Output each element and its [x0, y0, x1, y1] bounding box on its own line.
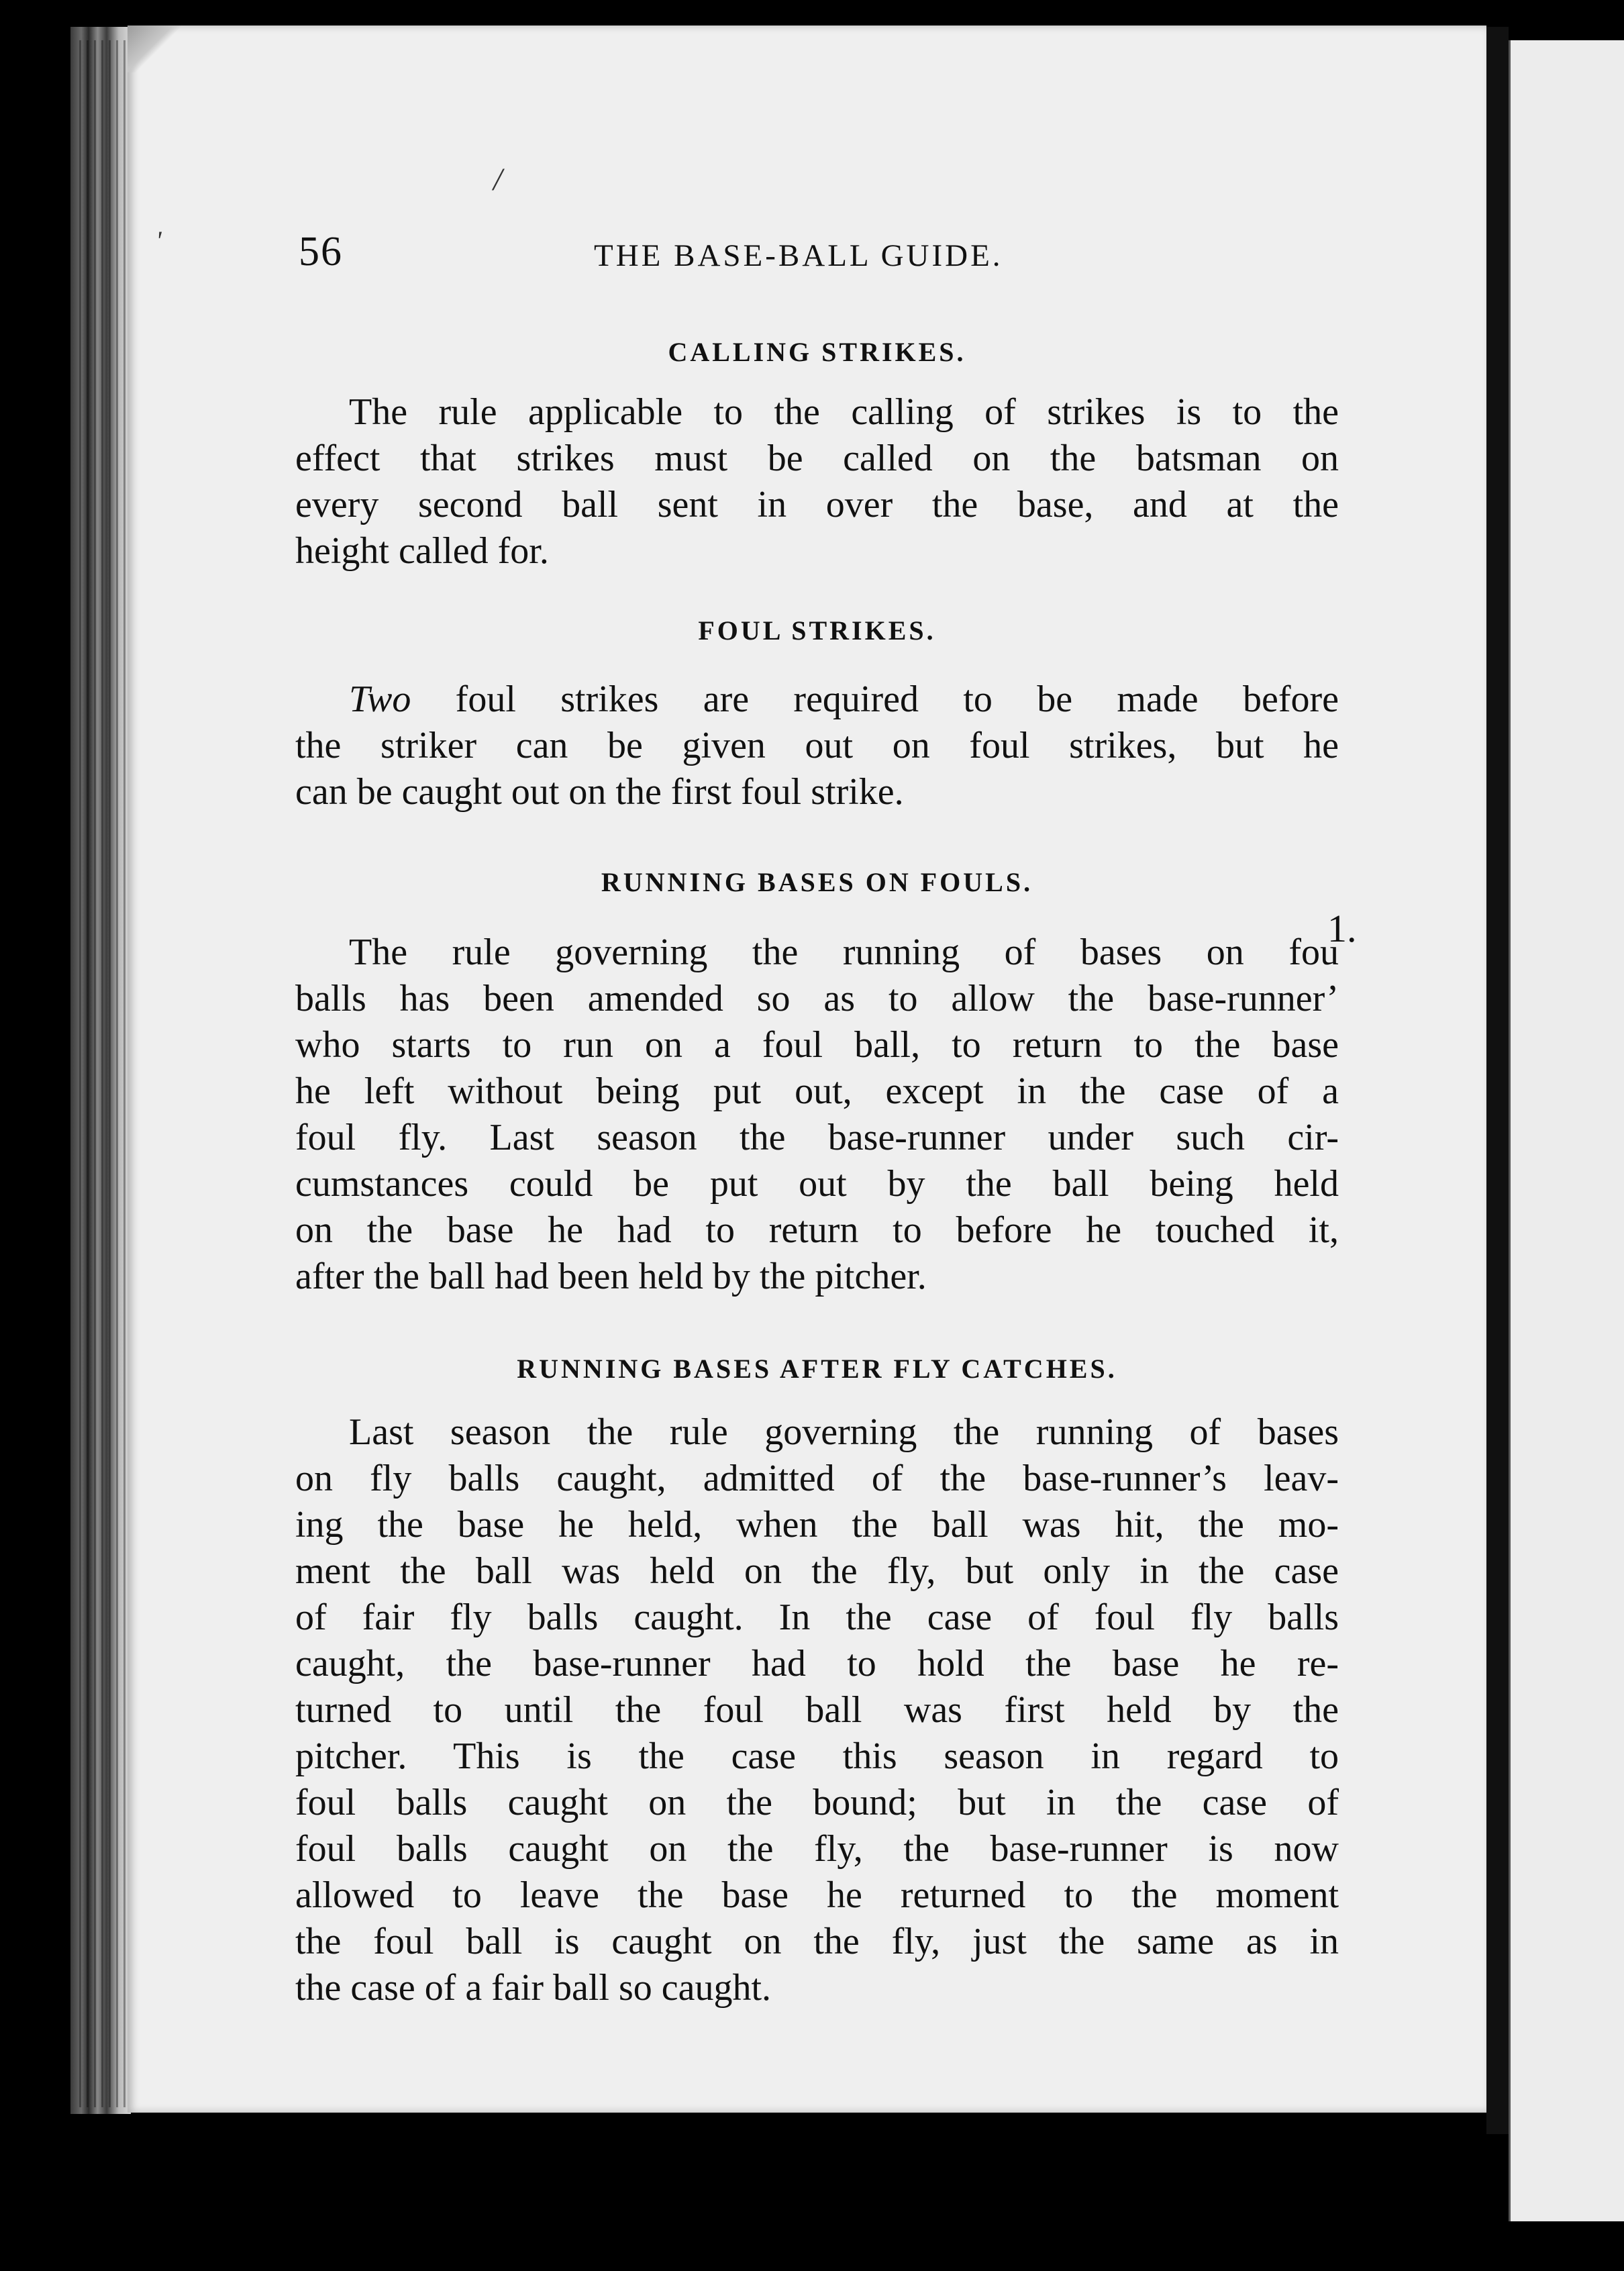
text-line: The rule applicable to the calling of strikes is to the	[349, 391, 1339, 433]
section-heading: RUNNING BASES AFTER FLY CATCHES.	[517, 1354, 1117, 1384]
text-line: the foul ball is caught on the fly, just the same as in	[295, 1921, 1339, 1962]
section-calling-strikes	[295, 332, 1339, 574]
margin-mark: 1.	[1327, 907, 1357, 950]
page-number: 56	[299, 229, 343, 274]
italic-word: Two	[349, 678, 411, 720]
text-line: on the base he had to return to before he touched it,	[295, 1209, 1339, 1251]
text-line: can be caught out on the first foul strike.	[295, 771, 904, 813]
section-running-bases-after-fly-catches	[295, 1349, 1339, 2011]
text-line: balls has been amended so as to allow the base-runner’	[295, 978, 1339, 1019]
section-running-bases-on-fouls	[295, 862, 1339, 1300]
text-line: The rule governing the running of bases on fou	[349, 931, 1339, 973]
text-line: ment the ball was held on the fly, but only in the case	[295, 1550, 1339, 1592]
text-line: caught, the base-runner had to hold the base he re-	[295, 1643, 1339, 1684]
paragraph	[295, 676, 1339, 815]
text-line: effect that strikes must be called on the batsman on	[295, 438, 1339, 479]
text-line: the case of a fair ball so caught.	[295, 1967, 772, 2009]
text-line: foul balls caught on the fly, the base-runner is now	[295, 1828, 1339, 1870]
page-corner-fold	[128, 26, 181, 72]
text-line: who starts to run on a foul ball, to return to the base	[295, 1024, 1339, 1066]
text-line: of fair fly balls caught. In the case of foul fly balls	[295, 1597, 1339, 1638]
text-line: ing the base he held, when the ball was hit, the mo-	[295, 1504, 1339, 1546]
paragraph	[295, 929, 1339, 1300]
text-line: on fly balls caught, admitted of the base-runner’s leav-	[295, 1458, 1339, 1499]
text-line: pitcher. This is the case this season in regard to	[295, 1735, 1339, 1777]
stray-tick-mark: '	[156, 225, 162, 256]
text-line: cumstances could be put out by the ball being held	[295, 1163, 1339, 1205]
stray-pen-mark: /	[493, 162, 503, 197]
text-line: foul balls caught on the bound; but in the case of	[295, 1782, 1339, 1823]
text-line: Two foul strikes are required to be made before	[349, 678, 1339, 720]
page-gutter	[1486, 27, 1509, 2134]
adjacent-page	[1509, 40, 1624, 2221]
text-line: foul fly. Last season the base-runner under such cir-	[295, 1117, 1339, 1158]
text-line: height called for.	[295, 530, 549, 572]
section-heading: RUNNING BASES ON FOULS.	[601, 867, 1033, 897]
text-line: after the ball had been held by the pitcher.	[295, 1256, 927, 1297]
text-line: allowed to leave the base he returned to the moment	[295, 1874, 1339, 1916]
text-line: Last season the rule governing the running of bases	[349, 1411, 1339, 1453]
text-line: every second ball sent in over the base, and at the	[295, 484, 1339, 525]
paragraph	[295, 389, 1339, 574]
running-title: THE BASE-BALL GUIDE.	[594, 238, 1003, 273]
page-header	[299, 228, 1359, 282]
paragraph	[295, 1409, 1339, 2011]
text-line: he left without being put out, except in the case of a	[295, 1070, 1339, 1112]
text-line: turned to until the foul ball was first held by the	[295, 1689, 1339, 1731]
text-line: the striker can be given out on foul strikes, but he	[295, 725, 1339, 766]
section-foul-strikes	[295, 611, 1339, 815]
section-heading: FOUL STRIKES.	[698, 615, 936, 646]
binding-edge	[79, 40, 126, 2107]
section-heading: CALLING STRIKES.	[668, 337, 966, 367]
